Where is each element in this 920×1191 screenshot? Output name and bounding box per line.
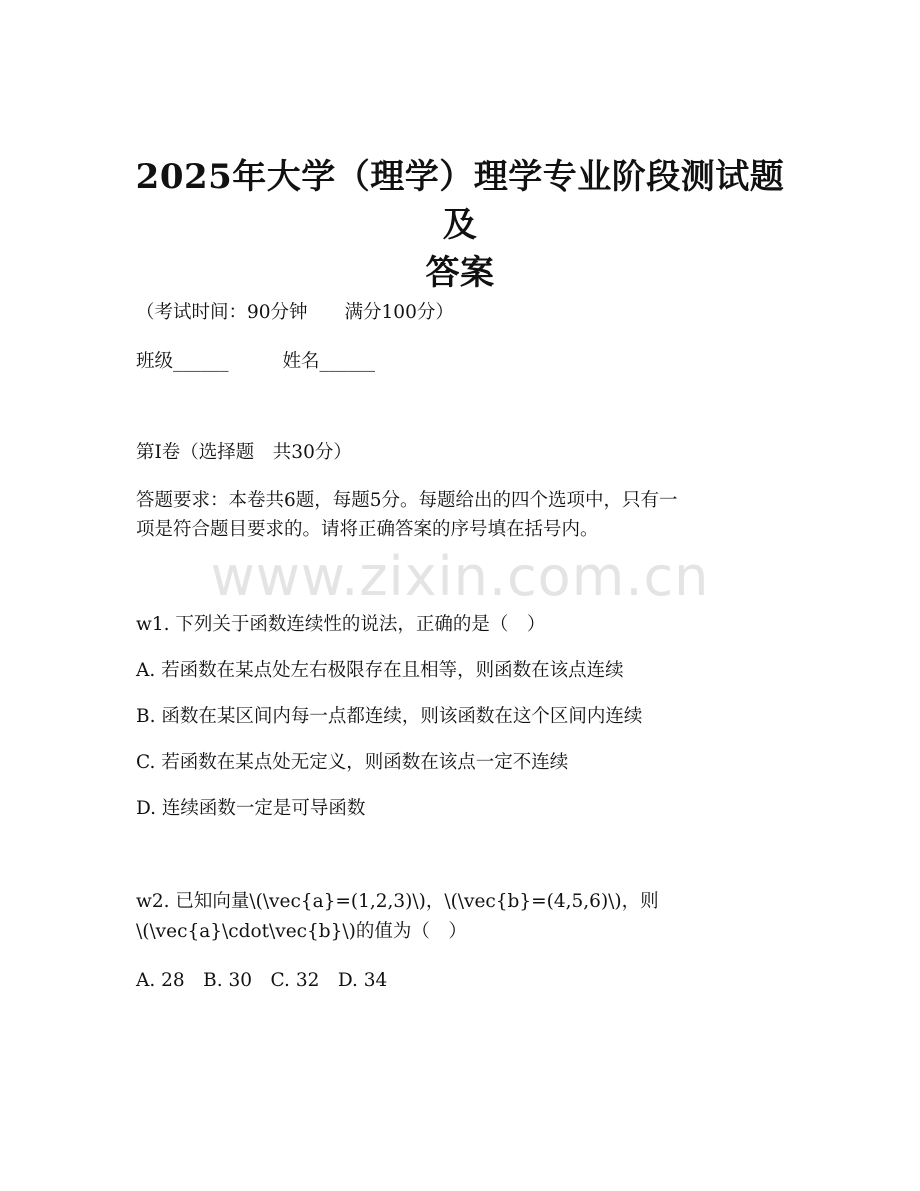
- watermark: www.zixin.com.cn: [210, 545, 710, 608]
- question-1-stem: w1. 下列关于函数连续性的说法，正确的是（ ）: [136, 614, 546, 635]
- instructions-line-2: 项是符合题目要求的。请将正确答案的序号填在括号内。: [136, 519, 599, 540]
- section-heading: 第I卷（选择题 共30分）: [136, 442, 352, 463]
- title-line-2: 答案: [425, 253, 495, 293]
- question-2-stem-line-2: \(\vec{a}\cdot\vec{b}\)的值为（ ）: [136, 921, 467, 942]
- instructions-line-1: 答题要求：本卷共6题，每题5分。每题给出的四个选项中，只有一: [136, 490, 678, 511]
- question-2-options: A. 28 B. 30 C. 32 D. 34: [136, 970, 388, 991]
- question-1-option-c: C. 若函数在某点处无定义，则函数在该点一定不连续: [136, 752, 569, 773]
- class-label: 班级______: [136, 351, 229, 372]
- student-info-row: [136, 348, 375, 376]
- question-1-option-b: B. 函数在某区间内每一点都连续，则该函数在这个区间内连续: [136, 706, 643, 727]
- exam-info: （考试时间：90分钟 满分100分）: [136, 302, 454, 323]
- title-line-1: 2025年大学（理学）理学专业阶段测试题及: [135, 157, 785, 245]
- question-2-stem-line-1: w2. 已知向量\(\vec{a}=(1,2,3)\)，\(\vec{b}=(4,5,6)\)，则: [136, 891, 659, 912]
- question-1-option-a: A. 若函数在某点处左右极限存在且相等，则函数在该点连续: [136, 660, 624, 681]
- document-title: [120, 153, 800, 297]
- question-1-option-d: D. 连续函数一定是可导函数: [136, 798, 366, 819]
- name-label: 姓名______: [282, 351, 376, 372]
